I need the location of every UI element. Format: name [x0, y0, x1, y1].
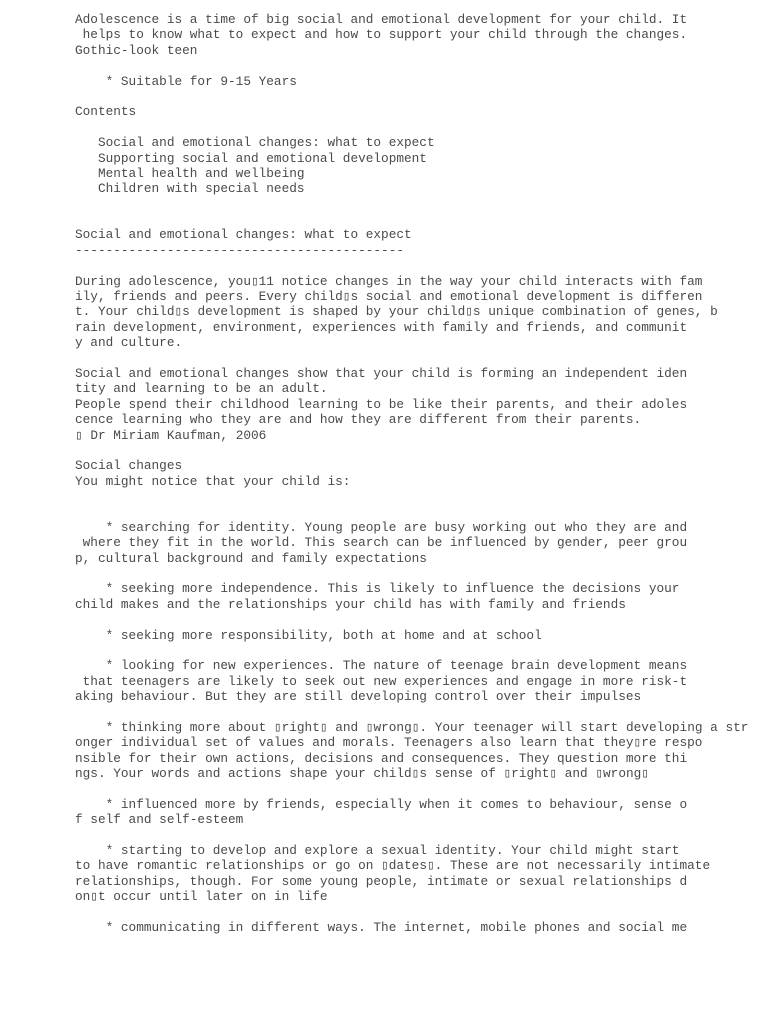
text-line: rain development, environment, experiences with family and friends, and communit	[75, 319, 688, 335]
text-line: aking behaviour. But they are still developing control over their impulses	[75, 689, 642, 705]
text-line: nsible for their own actions, decisions and consequences. They question more thi	[75, 750, 688, 766]
text-line: ngs. Your words and actions shape your child▯s sense of ▯right▯ and ▯wrong▯	[75, 766, 649, 782]
text-line: p, cultural background and family expectations	[75, 550, 427, 566]
text-line: Social changes	[75, 458, 183, 474]
text-line: where they fit in the world. This search can be influenced by gender, peer grou	[75, 535, 688, 551]
text-line: Gothic-look teen	[75, 42, 198, 58]
text-line: ▯ Dr Miriam Kaufman, 2006	[75, 427, 267, 443]
text-line: to have romantic relationships or go on ▯dates▯. These are not necessarily intimate	[75, 858, 711, 874]
text-line: t. Your child▯s development is shaped by your child▯s unique combination of genes, b	[75, 304, 718, 320]
text-line: -------------------------------------------	[75, 242, 405, 258]
text-line: helps to know what to expect and how to support your child through the changes.	[75, 27, 688, 43]
text-line: * searching for identity. Young people are busy working out who they are and	[75, 519, 688, 535]
text-line: Adolescence is a time of big social and emotional development for your child. It	[75, 12, 688, 27]
text-line	[75, 89, 765, 104]
text-line: y and culture.	[75, 335, 183, 351]
text-line	[75, 58, 765, 73]
text-line: that teenagers are likely to seek out new experiences and engage in more risk-t	[75, 673, 688, 689]
text-line	[75, 258, 765, 273]
text-line: * looking for new experiences. The nature of teenage brain development means	[75, 658, 688, 674]
text-line: relationships, though. For some young people, intimate or sexual relationships d	[75, 873, 688, 889]
text-line: Social and emotional changes: what to expect	[75, 135, 435, 151]
text-line	[75, 905, 765, 920]
text-line	[75, 612, 765, 627]
text-line: * seeking more independence. This is likely to influence the decisions your	[75, 581, 680, 597]
text-line: Social and emotional changes show that your child is forming an independent iden	[75, 365, 688, 381]
text-line	[75, 351, 765, 366]
text-line	[75, 643, 765, 658]
text-line: * seeking more responsibility, both at home and at school	[75, 627, 542, 643]
text-line: Children with special needs	[75, 181, 305, 197]
document-text	[75, 12, 765, 935]
text-line: People spend their childhood learning to be like their parents, and their adoles	[75, 396, 688, 412]
text-line: cence learning who they are and how they are different from their parents.	[75, 412, 642, 428]
text-line: * Suitable for 9-15 Years	[75, 73, 297, 89]
text-line: During adolescence, you▯11 notice changes in the way your child interacts with fam	[75, 273, 703, 289]
text-line	[75, 443, 765, 458]
text-line	[75, 489, 765, 504]
text-line	[75, 505, 765, 520]
text-line: child makes and the relationships your child has with family and friends	[75, 596, 626, 612]
text-line	[75, 197, 765, 212]
text-line	[75, 212, 765, 227]
text-line: * starting to develop and explore a sexual identity. Your child might start	[75, 843, 680, 859]
text-line: tity and learning to be an adult.	[75, 381, 328, 397]
text-line	[75, 566, 765, 581]
text-line: onger individual set of values and morals. Teenagers also learn that they▯re respo	[75, 735, 703, 751]
text-line	[75, 782, 765, 797]
text-line: ily, friends and peers. Every child▯s social and emotional development is differen	[75, 289, 703, 305]
text-line: Mental health and wellbeing	[75, 165, 305, 181]
text-line: Supporting social and emotional development	[75, 150, 427, 166]
text-line: * thinking more about ▯right▯ and ▯wrong▯. Your teenager will start developing a str	[75, 719, 749, 735]
text-line: You might notice that your child is:	[75, 473, 351, 489]
text-line	[75, 705, 765, 720]
text-line	[75, 120, 765, 135]
text-line: f self and self-esteem	[75, 812, 244, 828]
text-line	[75, 828, 765, 843]
text-line: * communicating in different ways. The internet, mobile phones and social me	[75, 920, 688, 936]
text-line: on▯t occur until later on in life	[75, 889, 328, 905]
text-line: Social and emotional changes: what to expect	[75, 227, 412, 243]
text-line: Contents	[75, 104, 137, 120]
text-line: * influenced more by friends, especially when it comes to behaviour, sense o	[75, 796, 688, 812]
